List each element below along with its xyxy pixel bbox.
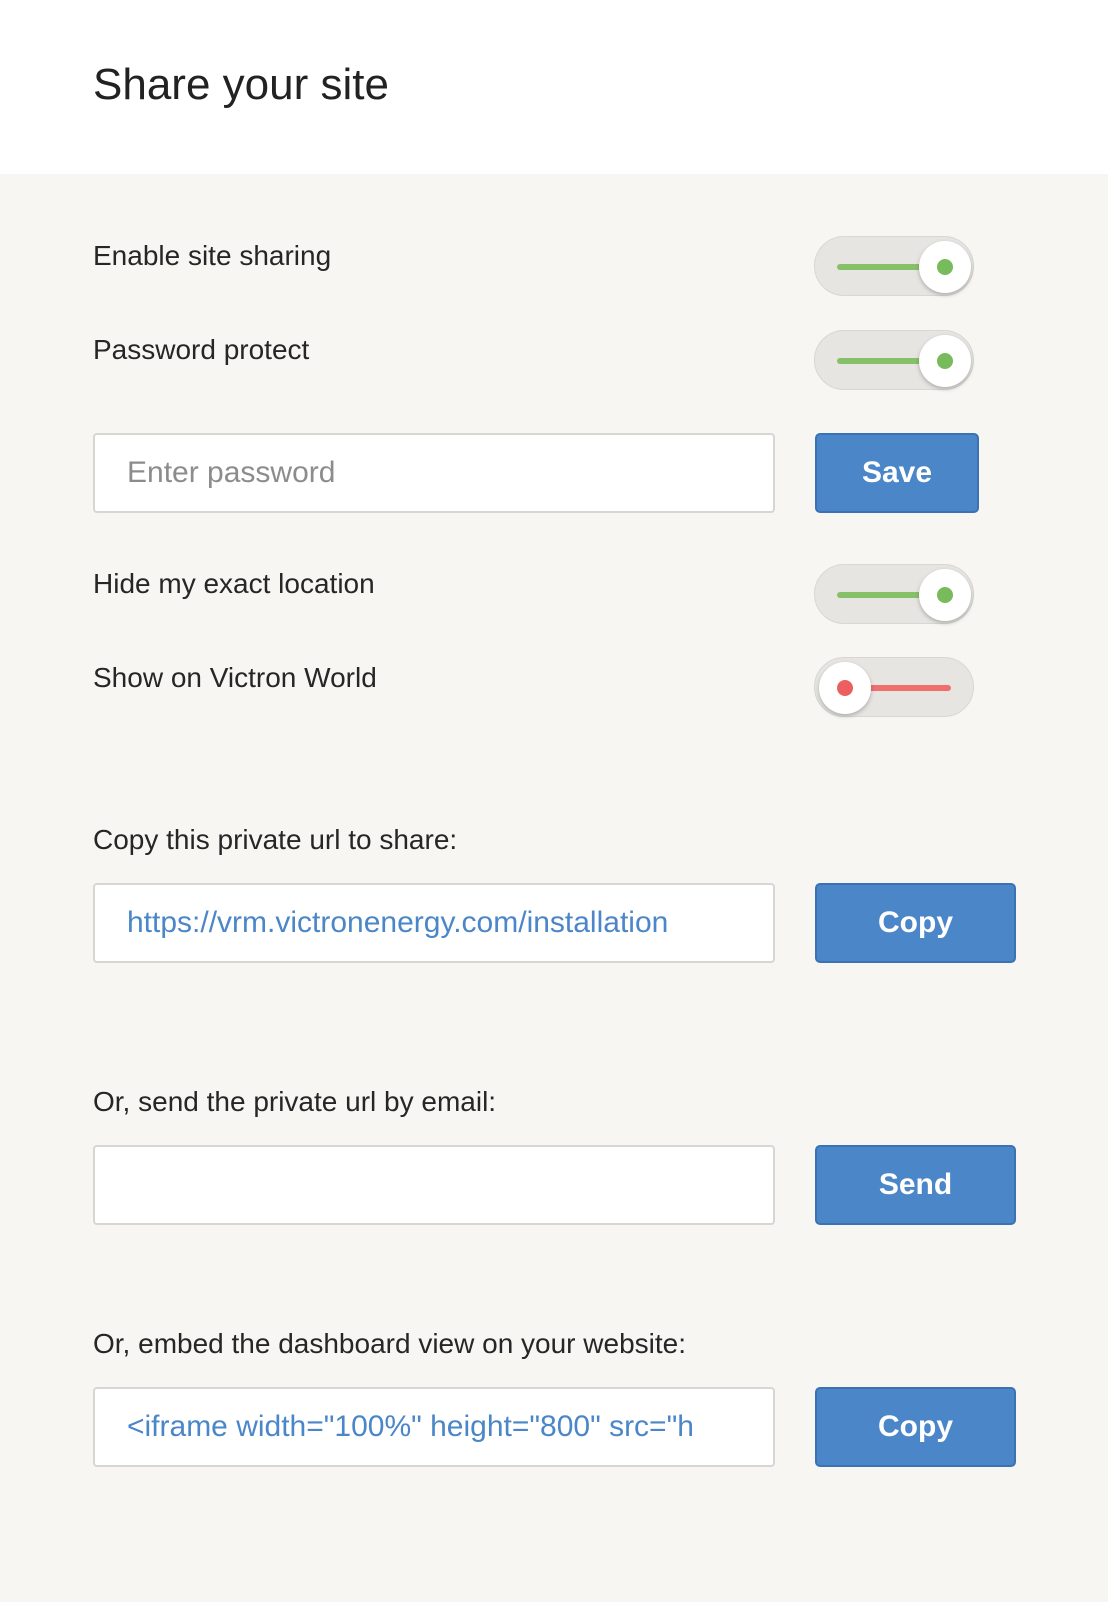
toggle-off-indicator — [837, 680, 853, 696]
page-header — [0, 0, 1108, 174]
hide-location-toggle[interactable] — [814, 564, 974, 624]
send-email-button[interactable]: Send — [815, 1145, 1016, 1225]
copy-embed-button[interactable]: Copy — [815, 1387, 1016, 1467]
toggle-on-indicator — [937, 353, 953, 369]
password-protect-toggle[interactable] — [814, 330, 974, 390]
share-url-label: Copy this private url to share: — [93, 824, 458, 855]
enable-sharing-label: Enable site sharing — [93, 240, 332, 271]
toggle-knob — [919, 335, 971, 387]
toggle-on-indicator — [937, 587, 953, 603]
password-input[interactable] — [93, 433, 775, 513]
victron-world-label: Show on Victron World — [93, 662, 377, 693]
toggle-knob — [819, 662, 871, 714]
copy-url-button[interactable]: Copy — [815, 883, 1016, 963]
page-title: Share your site — [93, 60, 389, 109]
toggle-on-indicator — [937, 259, 953, 275]
enable-sharing-toggle[interactable] — [814, 236, 974, 296]
toggle-knob — [919, 241, 971, 293]
save-password-button[interactable]: Save — [815, 433, 979, 513]
victron-world-toggle[interactable] — [814, 657, 974, 717]
email-input[interactable] — [93, 1145, 775, 1225]
email-label: Or, send the private url by email: — [93, 1086, 497, 1117]
password-protect-label: Password protect — [93, 334, 310, 365]
hide-location-label: Hide my exact location — [93, 568, 375, 599]
toggle-knob — [919, 569, 971, 621]
embed-label: Or, embed the dashboard view on your website: — [93, 1328, 687, 1359]
embed-code-field[interactable] — [93, 1387, 775, 1467]
share-url-field[interactable] — [93, 883, 775, 963]
